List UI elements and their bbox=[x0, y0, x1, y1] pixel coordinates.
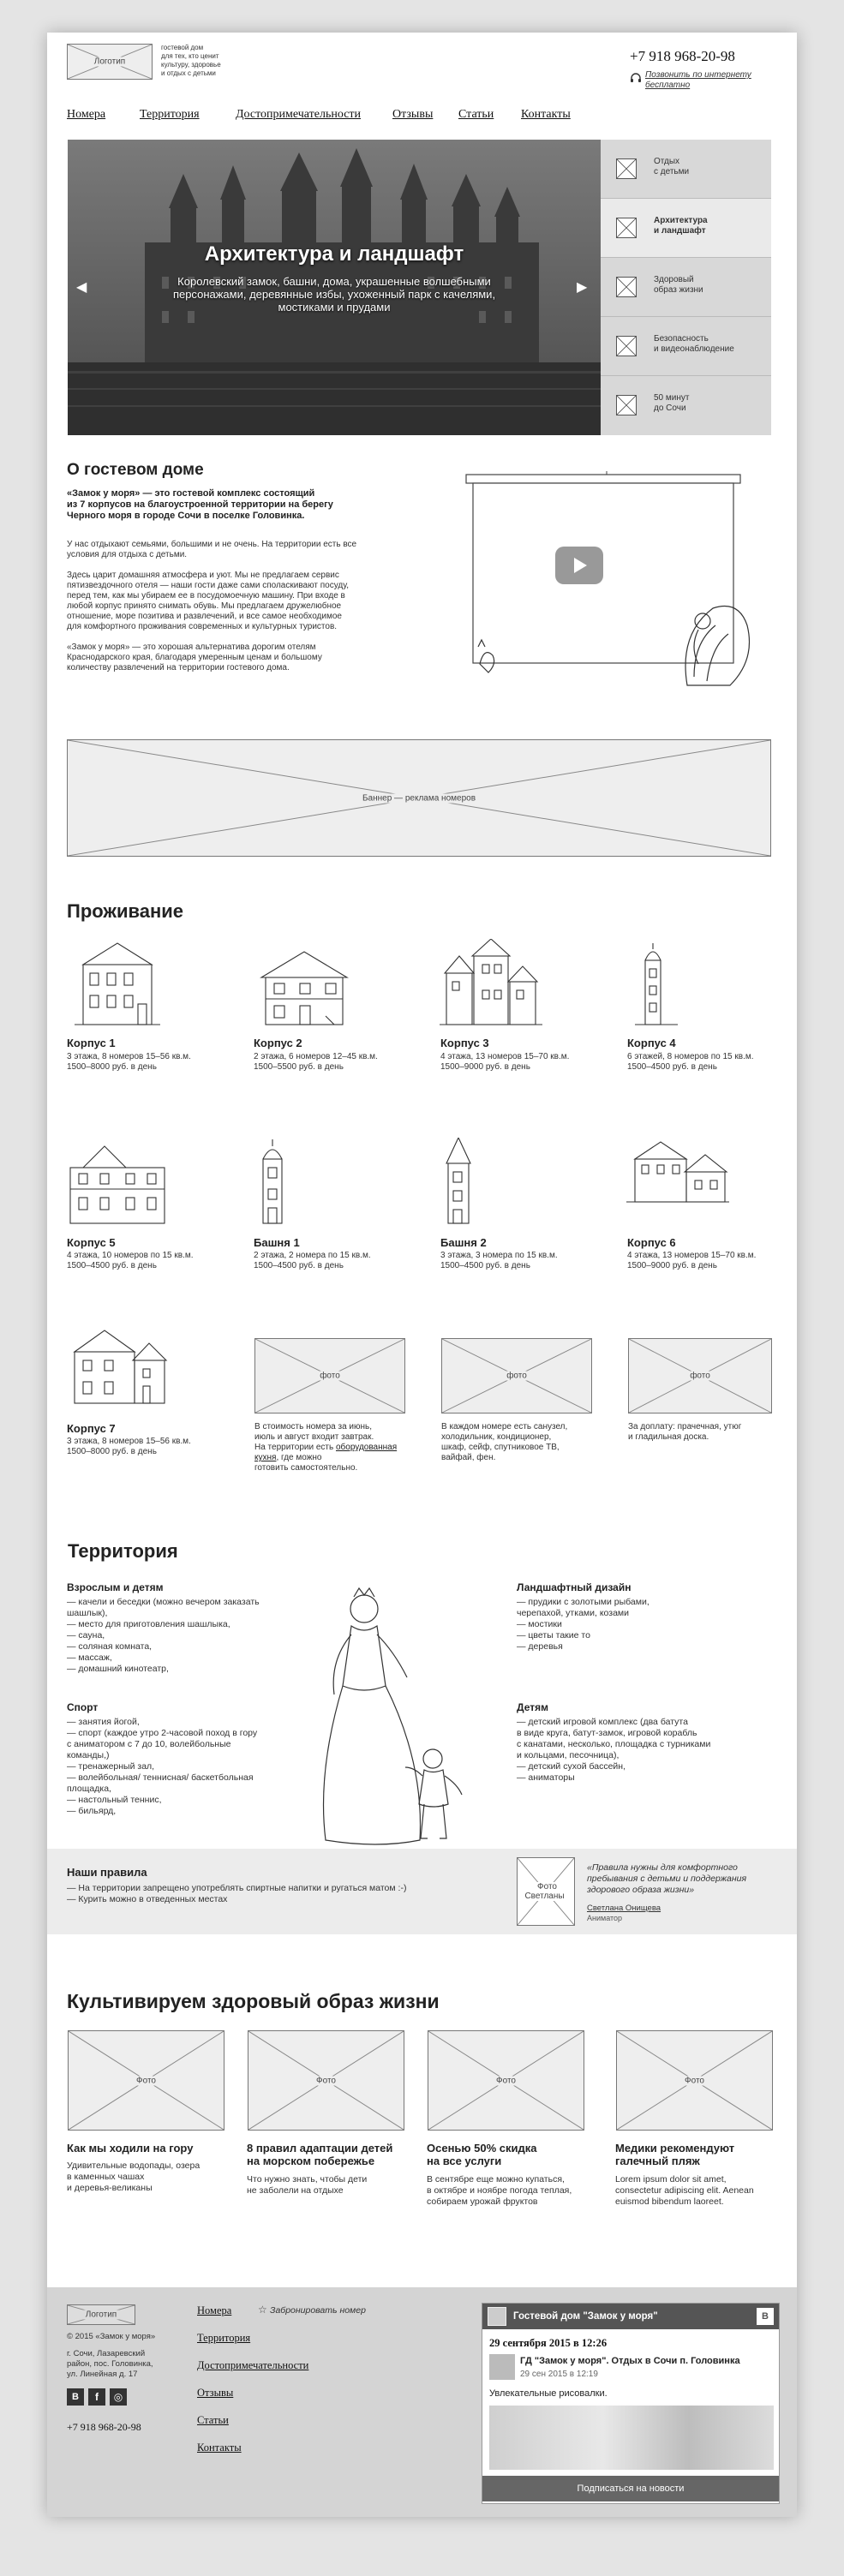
location-icon bbox=[616, 395, 637, 415]
facebook-social-icon[interactable]: f bbox=[88, 2388, 105, 2406]
about-paragraph: «Замок у моря» — это хорошая альтернатива дорогим отелям Краснодарского края, благодаря умеренным ценам и большому количеству развлечений на территории гостевого дома. bbox=[67, 643, 322, 672]
hero-menu-item-health[interactable] bbox=[601, 258, 771, 317]
princess-illustration bbox=[304, 1575, 501, 1857]
nav-item-rooms[interactable]: Номера bbox=[67, 108, 106, 121]
logo-label: Логотип bbox=[92, 57, 128, 67]
footer-logo-label: Логотип bbox=[83, 2310, 119, 2320]
article-text: Lorem ipsum dolor sit amet, consectetur adipiscing elit. Aenean euismod bibendum laoreet. bbox=[615, 2174, 754, 2207]
animator-photo bbox=[517, 1857, 575, 1926]
building-name: Корпус 3 bbox=[440, 1037, 489, 1049]
tower-1-drawing bbox=[253, 1138, 356, 1232]
room-photo[interactable] bbox=[441, 1338, 592, 1414]
article-title[interactable]: Как мы ходили на гору bbox=[67, 2142, 194, 2155]
hero-text: Королевский замок, башни, дома, украшенные волшебными персонажами, деревянные избы, ухоженный парк с качелями, мостиками и прудами bbox=[172, 275, 496, 314]
vk-subscribe-button[interactable]: Подписаться на новости bbox=[482, 2476, 779, 2501]
landscape-title: Ландшафтный дизайн bbox=[517, 1581, 632, 1593]
kids-title: Детям bbox=[517, 1701, 548, 1713]
vk-post-date: 29 сентября 2015 в 12:26 bbox=[489, 2337, 608, 2349]
building-name: Башня 1 bbox=[254, 1236, 300, 1249]
nav-item-territory[interactable]: Территория bbox=[140, 108, 200, 121]
hero-menu-label: Отдых с детьми bbox=[654, 157, 690, 176]
footer-link-contacts[interactable]: Контакты bbox=[197, 2442, 242, 2453]
nav-item-articles[interactable]: Статьи bbox=[458, 108, 494, 121]
room-info-text: В стоимость номера за июнь, июль и август входит завтрак. На территории есть bbox=[254, 1422, 374, 1452]
building-2-drawing bbox=[253, 939, 356, 1033]
building-desc: 2 этажа, 2 номера по 15 кв.м. 1500–4500 руб. в день bbox=[254, 1251, 371, 1270]
kids-list: — детский игровой комплекс (два батута в виде круга, батут-замок, игровой корабль с канатами, несколько, площадка с турниками и кольцами, песочница), — детский сухой бассейн, — аниматоры bbox=[517, 1717, 711, 1783]
building-desc: 4 этажа, 10 номеров по 15 кв.м. 1500–4500 руб. в день bbox=[67, 1251, 194, 1270]
star-icon: ☆ bbox=[258, 2304, 267, 2316]
building-name: Башня 2 bbox=[440, 1236, 487, 1249]
photo-label: фото bbox=[687, 1372, 713, 1381]
vk-badge-icon: В bbox=[757, 2308, 774, 2325]
footer-address: г. Сочи, Лазаревский район, пос. Головинка, ул. Линейная д. 17 bbox=[67, 2349, 153, 2379]
architecture-icon bbox=[616, 218, 637, 238]
building-7-drawing bbox=[66, 1322, 169, 1416]
video-player[interactable] bbox=[463, 471, 771, 696]
building-desc: 3 этажа, 8 номеров 15–56 кв.м. 1500–8000 руб. в день bbox=[67, 1437, 191, 1456]
room-photo[interactable] bbox=[628, 1338, 772, 1414]
article-photo[interactable] bbox=[428, 2030, 584, 2131]
nav-item-contacts[interactable]: Контакты bbox=[521, 108, 571, 121]
sport-list: — занятия йогой, — спорт (каждое утро 2-часовой поход в гору с аниматором с 7 до 10, волейбольные команды,) — тренажерный зал, — волейбольная/ теннисная/ баскетбольная площадка, — настольный теннис, — бильярд, bbox=[67, 1717, 258, 1816]
vk-group-name[interactable]: Гостевой дом "Замок у моря" bbox=[513, 2311, 658, 2322]
tower-2-drawing bbox=[440, 1138, 542, 1232]
footer-phone[interactable]: +7 918 968-20-98 bbox=[67, 2421, 141, 2433]
adults-list: — качели и беседки (можно вечером заказать шашлык), — место для приготовления шашлыка, — сауна, — соляная комната, — массаж, — домашний кинотеатр, bbox=[67, 1597, 260, 1674]
kids-icon bbox=[616, 158, 637, 179]
hero-menu-item-architecture[interactable] bbox=[601, 199, 771, 258]
rules-list: — На территории запрещено употреблять спиртные напитки и ругаться матом :-) — Курить можно в отведенных местах bbox=[67, 1883, 407, 1904]
vk-post-title[interactable]: ГД "Замок у моря". Отдых в Сочи п. Головинка bbox=[520, 2356, 740, 2366]
banner[interactable] bbox=[67, 739, 771, 857]
vk-widget bbox=[482, 2303, 780, 2504]
footer-link-territory[interactable]: Территория bbox=[197, 2332, 251, 2344]
article-text: В сентябре еще можно купаться, в октябре и ноябре погода теплая, собираем урожай фруктов bbox=[427, 2174, 572, 2207]
landscape-list: — прудики с золотыми рыбами, черепахой, утками, козами — мостики — цветы такие то — деревья bbox=[517, 1597, 649, 1652]
hero-menu-item-location[interactable] bbox=[601, 376, 771, 435]
about-paragraph: Здесь царит домашняя атмосфера и уют. Мы не предлагаем сервис пятизвездочного отеля — наши гости даже сами споласкивают посуду, перед тем, как мы убираем ее в посудомоечную машину. При входе в любой корпус принято снимать обувь. Мы предлагаем дружелюбное отношение, море позитива и развлечений, и все самое необходимое для комфортного проживания современных и культурных туристов. bbox=[67, 571, 349, 631]
hero-menu-label: 50 минут до Сочи bbox=[654, 393, 690, 413]
footer-link-reviews[interactable]: Отзывы bbox=[197, 2387, 234, 2399]
building-6-drawing bbox=[626, 1138, 729, 1232]
building-desc: 4 этажа, 13 номеров 15–70 кв.м. 1500–9000 руб. в день bbox=[627, 1251, 757, 1270]
tagline: гостевой дом для тех, кто ценит культуру, здоровье и отдых с детьми bbox=[161, 44, 221, 77]
territory-title: Территория bbox=[68, 1540, 178, 1562]
photo-label: фото bbox=[504, 1372, 530, 1381]
building-3-drawing bbox=[440, 939, 542, 1033]
instagram-social-icon[interactable]: ◎ bbox=[110, 2388, 127, 2406]
photo-label: Фото bbox=[494, 2076, 518, 2085]
footer-copyright: © 2015 «Замок у моря» bbox=[67, 2332, 156, 2341]
building-desc: 2 этажа, 6 номеров 12–45 кв.м. 1500–5500 руб. в день bbox=[254, 1052, 378, 1072]
footer-link-rooms[interactable]: Номера bbox=[197, 2304, 232, 2316]
adults-title: Взрослым и детям bbox=[67, 1581, 164, 1593]
hero-menu-item-kids[interactable] bbox=[601, 140, 771, 199]
about-paragraph: У нас отдыхают семьями, большими и не очень. На территории есть все условия для отдыха с детьми. bbox=[67, 540, 357, 559]
building-name: Корпус 1 bbox=[67, 1037, 116, 1049]
security-icon bbox=[616, 336, 637, 356]
room-photo[interactable] bbox=[254, 1338, 405, 1414]
room-info-text: , где можно готовить самостоятельно. bbox=[254, 1453, 358, 1473]
rules-author-role: Аниматор bbox=[587, 1914, 623, 1922]
article-photo[interactable] bbox=[616, 2030, 773, 2131]
vk-post-image bbox=[489, 2406, 774, 2470]
animator-photo-label: Фото Светланы bbox=[524, 1882, 566, 1901]
phone[interactable]: +7 918 968-20-98 bbox=[630, 48, 735, 64]
hero-menu-label: Здоровый образ жизни bbox=[654, 275, 703, 295]
rules-author[interactable]: Светлана Онищева bbox=[587, 1904, 661, 1913]
building-name: Корпус 2 bbox=[254, 1037, 302, 1049]
photo-label: Фото bbox=[682, 2076, 707, 2085]
vk-post-time: 29 сен 2015 в 12:19 bbox=[520, 2370, 598, 2379]
play-icon[interactable] bbox=[555, 547, 603, 584]
article-text: Удивительные водопады, озера в каменных чашах и деревья-великаны bbox=[67, 2161, 201, 2193]
book-room-link[interactable]: Забронировать номер bbox=[270, 2305, 366, 2316]
hero-menu-label: Архитектура и ландшафт bbox=[654, 216, 708, 236]
room-info-extra: За доплату: прачечная, утюг и гладильная доска. bbox=[628, 1422, 742, 1442]
headset-icon bbox=[630, 72, 642, 84]
photo-label: Фото bbox=[134, 2076, 159, 2085]
page bbox=[47, 33, 797, 2517]
building-name: Корпус 5 bbox=[67, 1236, 116, 1249]
call-link[interactable]: Позвонить по интернету бесплатно bbox=[645, 70, 751, 90]
rules-title: Наши правила bbox=[67, 1866, 147, 1879]
building-name: Корпус 6 bbox=[627, 1236, 676, 1249]
hero-title: Архитектура и ландшафт bbox=[204, 242, 464, 266]
photo-label: фото bbox=[317, 1372, 343, 1381]
health-title: Культивируем здоровый образ жизни bbox=[67, 1990, 440, 2012]
health-icon bbox=[616, 277, 637, 297]
accommodation-title: Проживание bbox=[67, 900, 184, 922]
room-info-amenities: В каждом номере есть санузел, холодильник, кондиционер, шкаф, сейф, спутниковое ТВ, вайфай, фен. bbox=[441, 1422, 568, 1462]
about-title: О гостевом доме bbox=[67, 461, 204, 479]
building-desc: 3 этажа, 8 номеров 15–56 кв.м. 1500–8000 руб. в день bbox=[67, 1052, 191, 1072]
article-title[interactable]: Осенью 50% скидка на все услуги bbox=[427, 2142, 537, 2167]
building-desc: 6 этажей, 8 номеров по 15 кв.м. 1500–4500 руб. в день bbox=[627, 1052, 754, 1072]
kitchen-link[interactable]: оборудованная кухня bbox=[254, 1443, 398, 1462]
vk-group-avatar bbox=[488, 2307, 506, 2326]
article-text: Что нужно знать, чтобы дети не заболели на отдыхе bbox=[247, 2174, 368, 2196]
about-lead: «Замок у моря» — это гостевой комплекс состоящий из 7 корпусов на благоустроенной территории на берегу Черного моря в городе Сочи в поселке Головинка. bbox=[67, 488, 333, 521]
banner-label: Баннер — реклама номеров bbox=[360, 793, 478, 803]
building-name: Корпус 4 bbox=[627, 1037, 676, 1049]
vk-post-text: Увлекательные рисовалки. bbox=[489, 2388, 608, 2399]
vk-post-avatar bbox=[489, 2354, 515, 2380]
footer-link-articles[interactable]: Статьи bbox=[197, 2414, 229, 2426]
photo-label: Фото bbox=[314, 2076, 338, 2085]
hero-next-button[interactable]: ▶ bbox=[577, 280, 588, 295]
article-title[interactable]: 8 правил адаптации детей на морском побережье bbox=[247, 2142, 393, 2167]
sport-title: Спорт bbox=[67, 1701, 99, 1713]
nav-item-sights[interactable]: Достопримечательности bbox=[236, 108, 362, 121]
building-name: Корпус 7 bbox=[67, 1422, 116, 1435]
building-desc: 3 этажа, 3 номера по 15 кв.м. 1500–4500 руб. в день bbox=[440, 1251, 558, 1270]
building-4-drawing bbox=[626, 939, 729, 1033]
hero-prev-button[interactable]: ◀ bbox=[76, 280, 87, 295]
building-1-drawing bbox=[66, 939, 169, 1033]
logo[interactable] bbox=[67, 44, 153, 80]
nav-item-reviews[interactable]: Отзывы bbox=[392, 108, 434, 121]
building-5-drawing bbox=[66, 1138, 169, 1232]
hero-menu-label: Безопасность и видеонаблюдение bbox=[654, 334, 734, 354]
building-desc: 4 этажа, 13 номеров 15–70 кв.м. 1500–9000 руб. в день bbox=[440, 1052, 570, 1072]
article-title[interactable]: Медики рекомендуют галечный пляж bbox=[615, 2142, 735, 2167]
hero-menu-item-security[interactable] bbox=[601, 317, 771, 376]
footer-logo[interactable] bbox=[67, 2304, 135, 2325]
rules-quote: «Правила нужны для комфортного пребывания с детьми и поддержания здорового образа жизни» bbox=[587, 1862, 747, 1895]
room-info-breakfast bbox=[254, 1422, 409, 1473]
hero-slider[interactable] bbox=[68, 140, 601, 435]
article-photo[interactable] bbox=[248, 2030, 404, 2131]
vk-social-icon[interactable]: В bbox=[67, 2388, 84, 2406]
footer-link-sights[interactable]: Достопримечательности bbox=[197, 2359, 309, 2371]
article-photo[interactable] bbox=[68, 2030, 224, 2131]
